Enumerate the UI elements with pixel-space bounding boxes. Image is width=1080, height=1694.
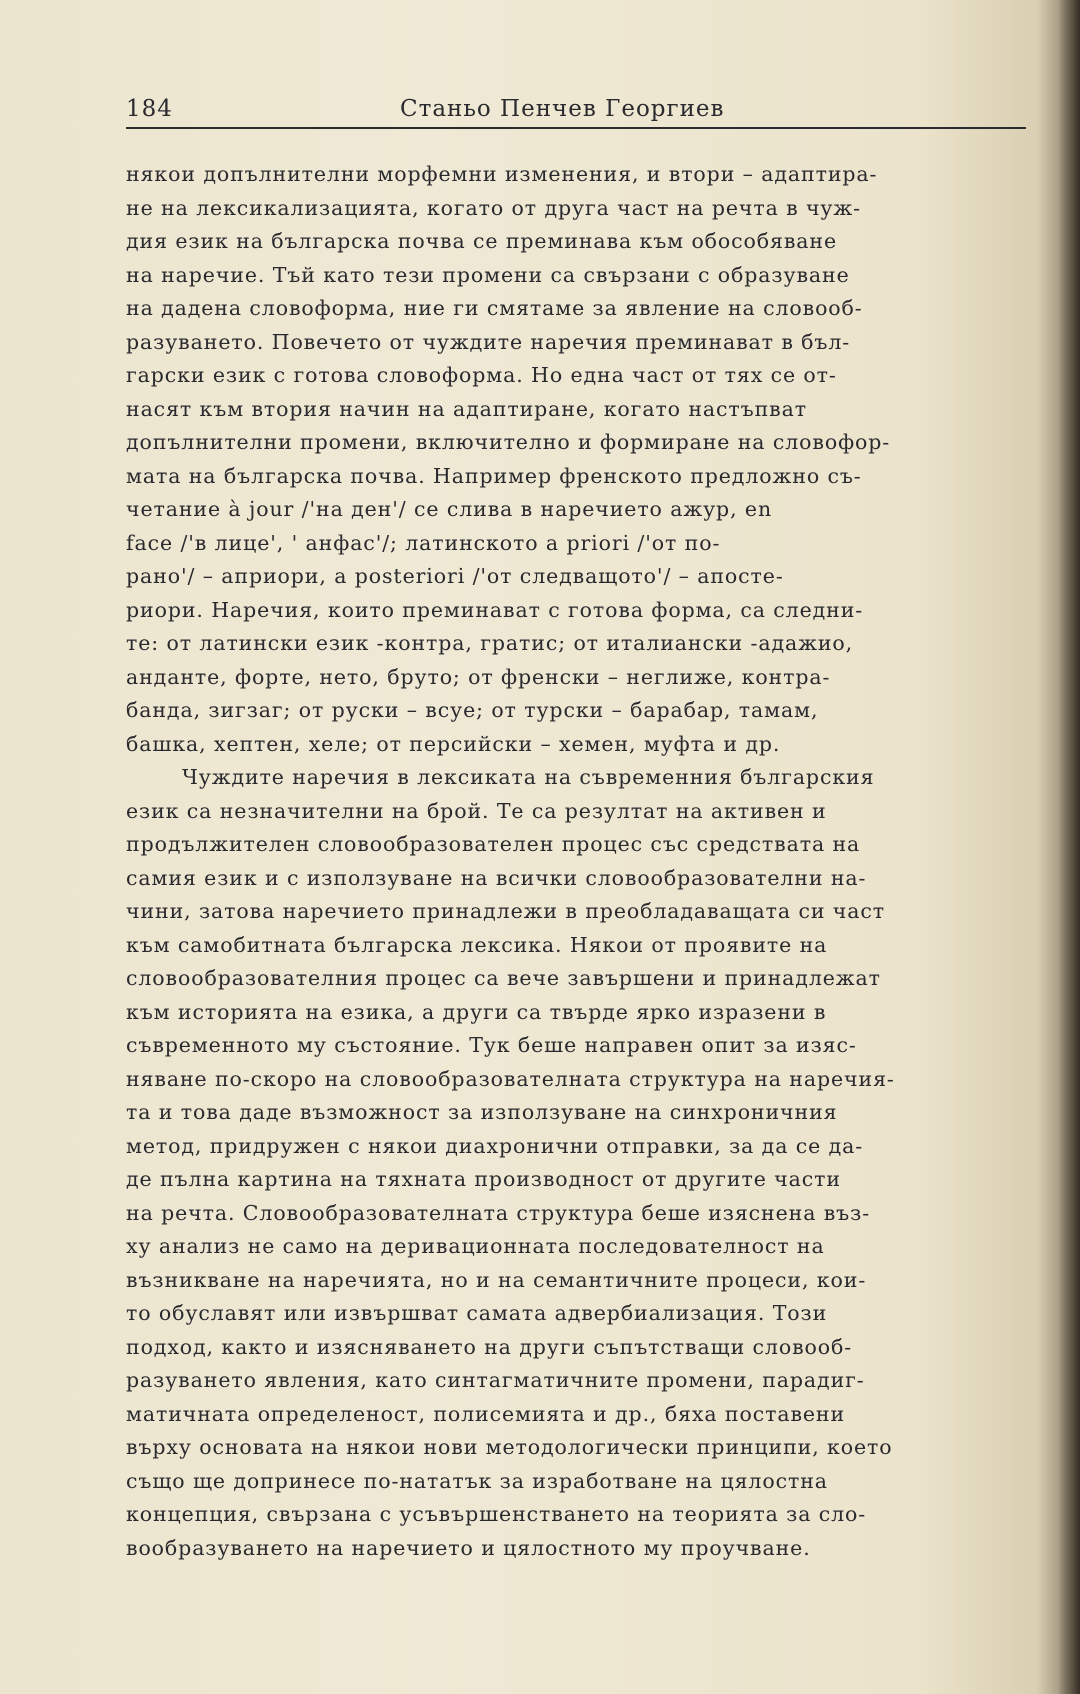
text-line: на наречие. Тъй като тези промени са свързани с образуване bbox=[126, 262, 850, 287]
text-line: съвременното му състояние. Тук беше направен опит за изяс- bbox=[126, 1033, 857, 1057]
text-line: те: от латински език -контра, гратис; от италиански -адажио, bbox=[126, 631, 854, 655]
text-line: словообразователния процес са вече завършени и принадлежат bbox=[126, 966, 881, 990]
text-line: де пълна картина на тяхната производност от другите части bbox=[126, 1167, 841, 1191]
text-line: ху анализ не само на деривационната последователност на bbox=[126, 1234, 825, 1258]
running-title: Станьо Пенчев Георгиев bbox=[400, 96, 725, 122]
text-line: риори. Наречия, които преминават с готова форма, са следни- bbox=[126, 597, 864, 622]
header-rule bbox=[126, 127, 1026, 129]
text-line: вообразуването на наречието и цялостното му проучване. bbox=[126, 1535, 811, 1560]
text-line: самия език и с използуване на всички словообразователни на- bbox=[126, 865, 867, 890]
text-line: език са незначителни на брой. Те са резултат на активен и bbox=[126, 798, 827, 823]
text-line: продължителен словообразователен процес със средствата на bbox=[126, 832, 861, 856]
text-line: към историята на езика, а други са твърде ярко изразени в bbox=[126, 999, 827, 1024]
text-line: концепция, свързана с усъвършенстването на теорията за сло- bbox=[126, 1502, 867, 1526]
text-line: банда, зигзаг; от руски – всуе; от турски – барабар, тамам, bbox=[126, 698, 819, 722]
text-line: към самобитната българска лексика. Някои от проявите на bbox=[126, 932, 828, 957]
text-line: върху основата на някои нови методологически принципи, което bbox=[126, 1435, 893, 1459]
text-line: разуването. Повечето от чуждите наречия преминават в бъл- bbox=[126, 329, 851, 354]
text-line: метод, придружен с някои диахронични отправки, за да се да- bbox=[126, 1133, 864, 1158]
text-line: не на лексикализацията, когато от друга част на речта в чуж- bbox=[126, 195, 861, 220]
text-line: face /'в лице', ' анфас'/; латинското a priori /'от по- bbox=[126, 530, 721, 555]
text-line: възникване на наречията, но и на семантичните процеси, кои- bbox=[126, 1267, 867, 1292]
text-line: няване по-скоро на словообразователната структура на наречия- bbox=[126, 1066, 895, 1091]
text-line: та и това даде възможност за използуване на синхроничния bbox=[126, 1100, 838, 1124]
text-line: мата на българска почва. Например френското предложно съ- bbox=[126, 463, 862, 488]
text-line: гарски език с готова словоформа. Но една част от тях се от- bbox=[126, 363, 837, 387]
text-line: насят към втория начин на адаптиране, когато настъпват bbox=[126, 396, 807, 421]
text-line: разуването явления, като синтагматичните промени, парадиг- bbox=[126, 1368, 865, 1392]
text-line: Чуждите наречия в лексиката на съвременния българския bbox=[182, 765, 875, 789]
page-header bbox=[126, 92, 1026, 128]
text-line: матичната определеност, полисемията и др., бяха поставени bbox=[126, 1401, 846, 1426]
text-line: башка, хептен, хеле; от персийски – хемен, муфта и др. bbox=[126, 731, 781, 756]
text-line: на речта. Словообразователната структура беше изяснена въз- bbox=[126, 1200, 871, 1225]
text-line: дия език на българска почва се преминава към обособяване bbox=[126, 229, 838, 253]
text-line: на дадена словоформа, ние ги смятаме за явление на словооб- bbox=[126, 296, 863, 320]
page-number: 184 bbox=[126, 96, 173, 122]
text-line: анданте, форте, нето, бруто; от френски – неглиже, контра- bbox=[126, 664, 831, 689]
text-line: четание à jour /'на ден'/ се слива в наречието ажур, en bbox=[126, 497, 773, 521]
text-line: чини, затова наречието принадлежи в преобладаващата си част bbox=[126, 899, 886, 923]
text-line: също ще допринесе по-нататък за изработване на цялостна bbox=[126, 1468, 828, 1493]
page-edge-shadow bbox=[1058, 0, 1080, 1694]
text-line: то обуславят или извършват самата адвербиализация. Този bbox=[126, 1301, 828, 1325]
text-line: някои допълнителни морфемни изменения, и втори – адаптира- bbox=[126, 162, 878, 186]
body-text bbox=[126, 158, 1056, 1565]
text-line: допълнителни промени, включително и формиране на словофор- bbox=[126, 430, 891, 454]
text-line: подход, както и изясняването на други съпътстващи словооб- bbox=[126, 1334, 853, 1359]
text-line: рано'/ – априори, а posteriori /'от следващото'/ – апосте- bbox=[126, 564, 784, 588]
